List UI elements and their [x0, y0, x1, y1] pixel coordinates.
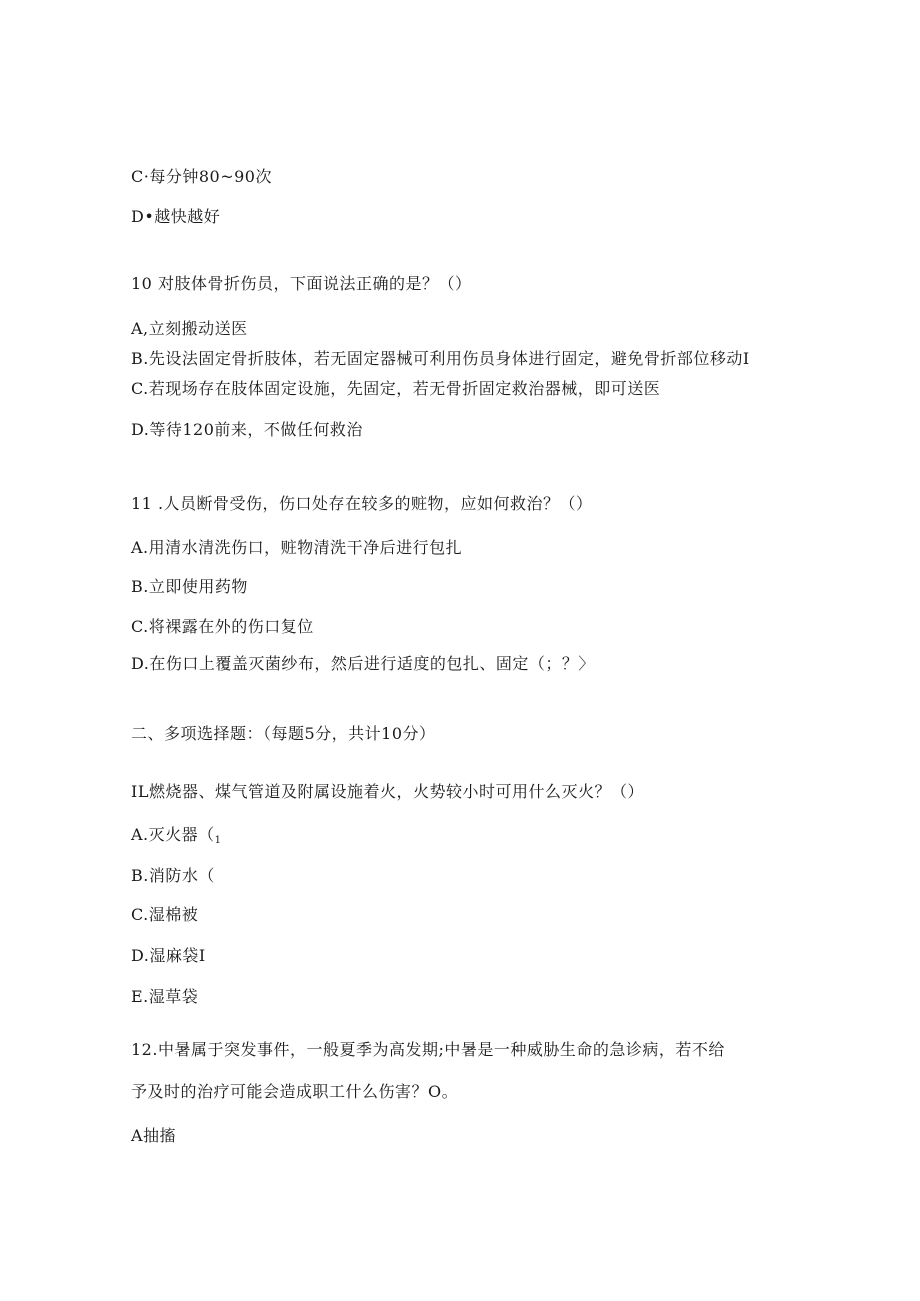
q11-option-b: B.立即使用药物 [131, 577, 248, 596]
q11-option-c: C.将裸露在外的伤口复位 [131, 617, 314, 636]
q10-option-b: B.先设法固定骨折肢体，若无固定器械可利用伤员身体进行固定，避免骨折部位移动I [131, 349, 750, 368]
q12-question-line1: 12.中暑属于突发事件，一般夏季为高发期;中暑是一种威胁生命的急诊病，若不给 [131, 1040, 725, 1059]
q11-question: 11 .人员断骨受伤，伤口处存在较多的赃物，应如何救治？（） [131, 494, 593, 513]
q11-option-d: D.在伤口上覆盖灭菌纱布，然后进行适度的包扎、固定（；？〉 [131, 654, 595, 673]
q11b-option-b: B.消防水（ [131, 866, 215, 885]
q10-question: 10 对肢体骨折伤员，下面说法正确的是？（） [131, 274, 472, 293]
q11b-option-a [131, 824, 221, 852]
q10-option-c: C.若现场存在肢体固定设施，先固定，若无骨折固定救治器械，即可送医 [131, 379, 661, 398]
q12-question-line2: 予及时的治疗可能会造成职工什么伤害？O。 [131, 1082, 459, 1101]
q9-option-c: C·每分钟80~90次 [131, 167, 272, 186]
section-heading-multiple-choice: 二、多项选择题：（每题5分，共计10分） [131, 724, 436, 743]
q10-option-a: A,立刻搬动送医 [131, 319, 248, 338]
q12-option-a: A抽搐 [131, 1126, 177, 1145]
q11b-option-a-mark: 1 [214, 835, 222, 846]
q11b-option-c: C.湿棉被 [131, 905, 199, 924]
q11b-option-e: E.湿草袋 [131, 987, 199, 1006]
q9-option-d: D•越快越好 [131, 207, 221, 226]
q11b-question: IL燃烧器、煤气管道及附属设施着火，火势较小时可用什么灭火？（） [131, 782, 644, 801]
q11b-option-d: D.湿麻袋I [131, 946, 206, 965]
q11b-option-a-text: A.灭火器（ [131, 825, 215, 844]
q11-option-a: A.用清水清洗伤口，赃物清洗干净后进行包扎 [131, 538, 463, 557]
q10-option-d: D.等待120前来，不做任何救治 [131, 420, 363, 439]
